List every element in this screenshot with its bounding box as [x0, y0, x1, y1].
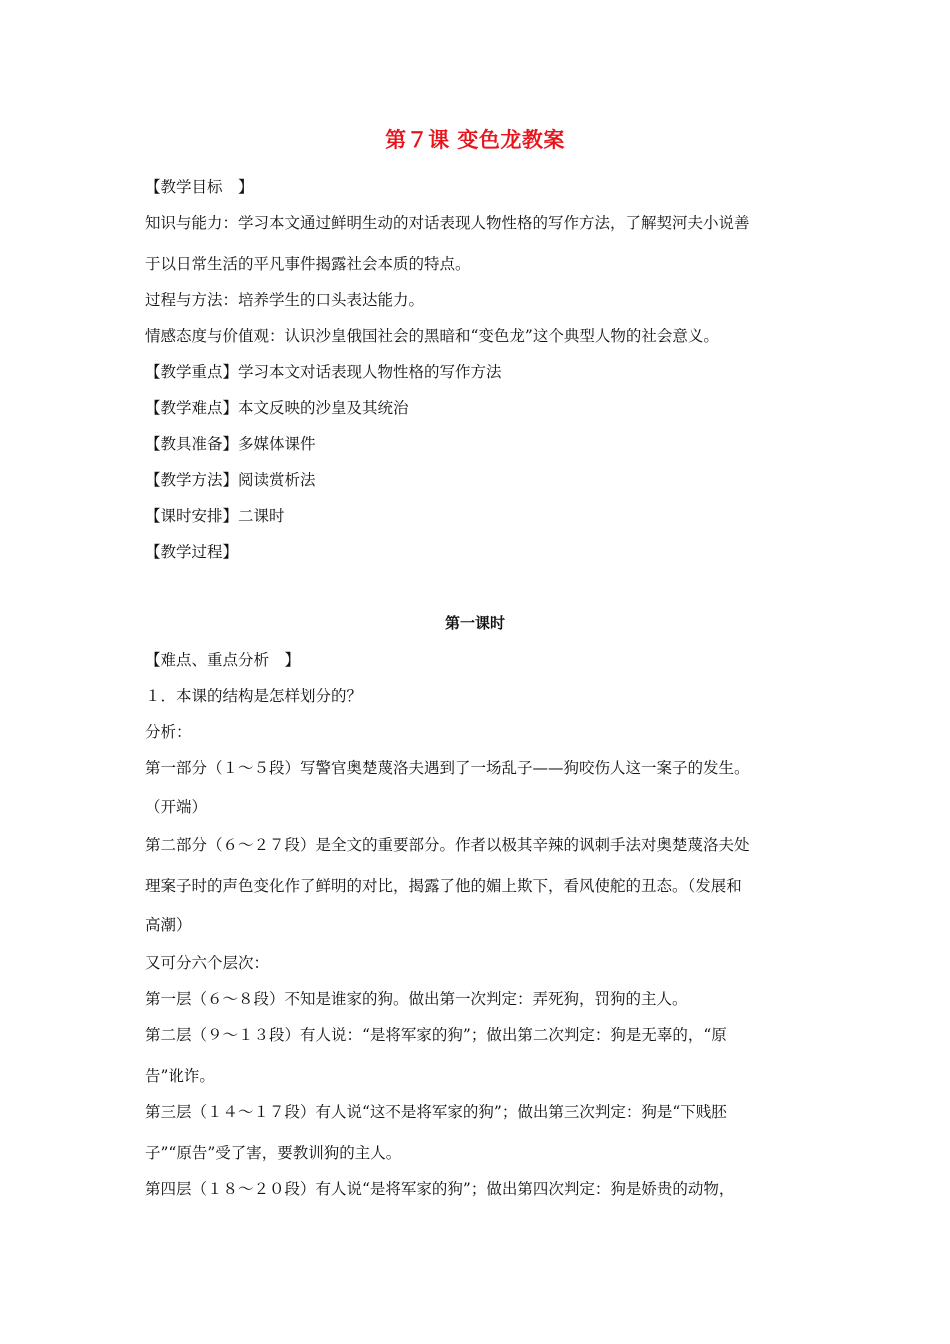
- paragraph-level-two-cont: 告”讹诈。: [145, 1067, 215, 1085]
- paragraph-part-one: 第一部分（１～５段）写警官奥楚蔑洛夫遇到了一场乱子——狗咬伤人这一案子的发生。: [145, 759, 750, 777]
- question-structure: １．本课的结构是怎样划分的？: [145, 687, 363, 705]
- paragraph-level-three: 第三层（１４～１７段）有人说“这不是将军家的狗”；做出第三次判定：狗是“下贱胚: [145, 1103, 727, 1121]
- paragraph-knowledge-ability-cont: 于以日常生活的平凡事件揭露社会本质的特点。: [145, 255, 471, 273]
- analysis-label: 分析：: [145, 723, 192, 741]
- section-teaching-method: 【教学方法】阅读赏析法: [145, 471, 316, 489]
- section-schedule: 【课时安排】二课时: [145, 507, 285, 525]
- section-key-points: 【教学重点】学习本文对话表现人物性格的写作方法: [145, 363, 502, 381]
- paragraph-level-one: 第一层（６～８段）不知是谁家的狗。做出第一次判定：弄死狗，罚狗的主人。: [145, 990, 688, 1008]
- document-title: 第７课 变色龙教案: [385, 127, 565, 152]
- paragraph-level-three-cont: 子”“原告”受了害，要教训狗的主人。: [145, 1144, 402, 1162]
- section-teaching-process: 【教学过程】: [145, 543, 239, 561]
- paragraph-knowledge-ability: 知识与能力：学习本文通过鲜明生动的对话表现人物性格的写作方法，了解契河夫小说善: [145, 214, 750, 232]
- paragraph-level-two: 第二层（９～１３段）有人说：“是将军家的狗”；做出第二次判定：狗是无辜的，“原: [145, 1026, 727, 1044]
- section-analysis: 【难点、重点分析 】: [145, 651, 301, 669]
- subheading-first-lesson: 第一课时: [444, 614, 505, 632]
- paragraph-part-two-cont: 理案子时的声色变化作了鲜明的对比，揭露了他的媚上欺下，看风使舵的丑态。（发展和: [145, 877, 742, 895]
- section-teaching-aids: 【教具准备】多媒体课件: [145, 435, 316, 453]
- paragraph-six-levels: 又可分六个层次：: [145, 954, 270, 972]
- section-heading-objectives: 【教学目标 】: [145, 178, 254, 196]
- paragraph-level-four: 第四层（１８～２０段）有人说“是将军家的狗”；做出第四次判定：狗是娇贵的动物，: [145, 1180, 735, 1198]
- section-difficult-points: 【教学难点】本文反映的沙皇及其统治: [145, 399, 409, 417]
- paragraph-part-two: 第二部分（６～２７段）是全文的重要部分。作者以极其辛辣的讽刺手法对奥楚蔑洛夫处: [145, 836, 750, 854]
- paragraph-process-method: 过程与方法：培养学生的口头表达能力。: [145, 291, 425, 309]
- paragraph-emotion-values: 情感态度与价值观：认识沙皇俄国社会的黑暗和“变色龙”这个典型人物的社会意义。: [145, 327, 719, 345]
- paragraph-part-one-note: （开端）: [145, 798, 208, 816]
- paragraph-part-two-note: 高潮）: [145, 916, 192, 934]
